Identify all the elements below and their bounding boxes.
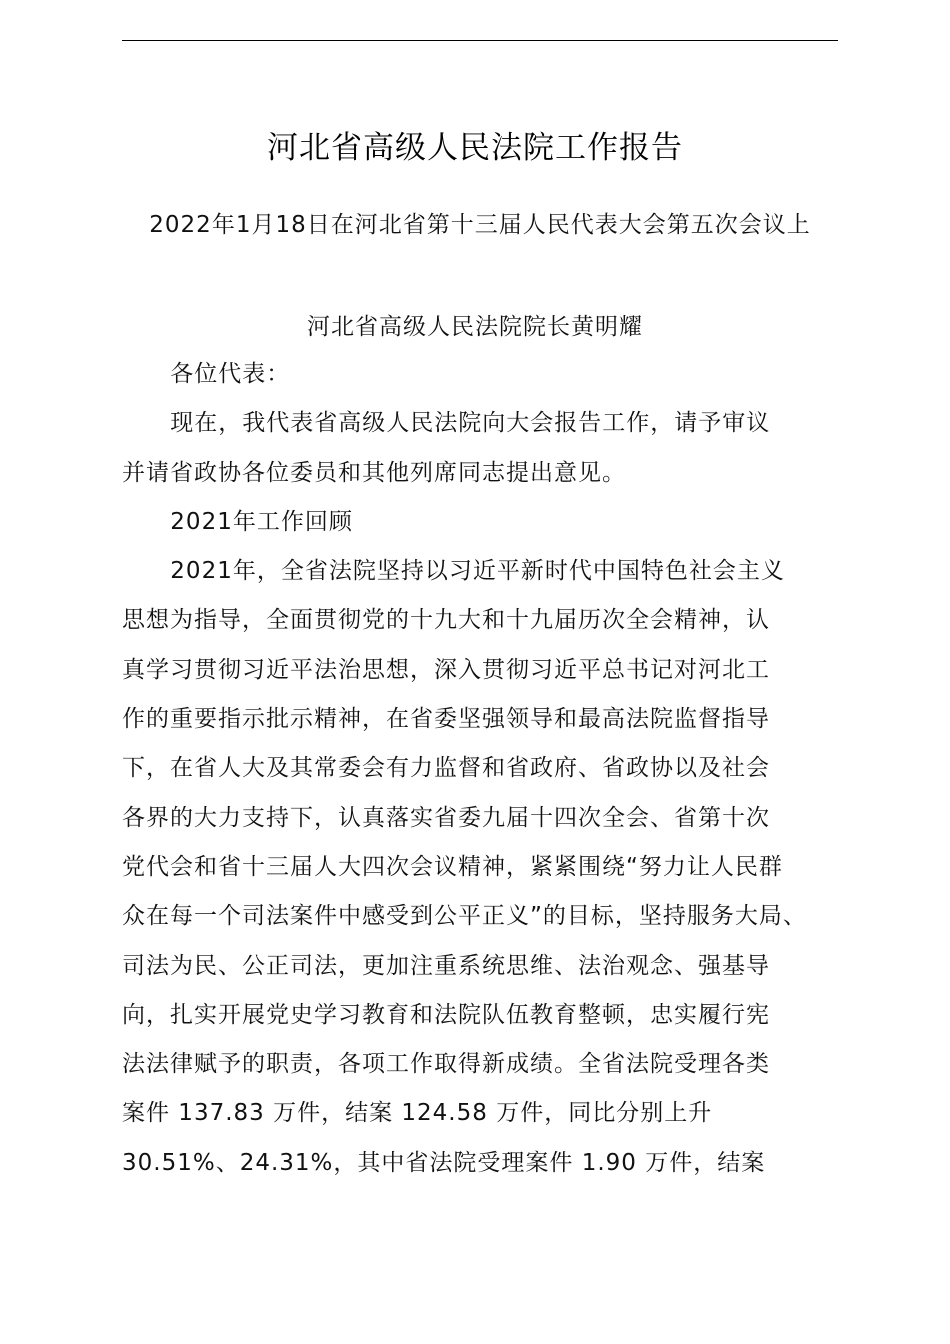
paragraph-line: 党代会和省十三届人大四次会议精神，紧紧围绕“努力让人民群 [122,853,783,880]
paragraph-line: 案件 137.83 万件，结案 124.58 万件，同比分别上升 [122,1100,713,1127]
document-subtitle: 2022年1月18日在河北省第十三届人民代表大会第五次会议上 [149,212,811,238]
document-title: 河北省高级人民法院工作报告 [267,130,683,166]
paragraph-line: 2021年，全省法院坚持以习近平新时代中国特色社会主义 [170,558,785,585]
paragraph-line: 现在，我代表省高级人民法院向大会报告工作，请予审议 [170,410,771,437]
document-author: 河北省高级人民法院院长黄明耀 [307,314,643,340]
header-rule [122,40,838,41]
section-heading: 2021年工作回顾 [170,508,353,535]
paragraph-line: 下，在省人大及其常委会有力监督和省政府、省政协以及社会 [122,755,770,782]
salutation: 各位代表： [170,361,291,387]
paragraph-line: 法法律赋予的职责，各项工作取得新成绩。全省法院受理各类 [122,1051,770,1078]
paragraph-line: 作的重要指示批示精神，在省委坚强领导和最高法院监督指导 [122,706,770,733]
paragraph-line: 并请省政协各位委员和其他列席同志提出意见。 [122,459,626,486]
paragraph-line: 思想为指导，全面贯彻党的十九大和十九届历次全会精神，认 [122,607,770,634]
paragraph-line: 30.51%、24.31%，其中省法院受理案件 1.90 万件，结案 [122,1149,766,1176]
document-body [122,350,838,1188]
paragraph-line: 众在每一个司法案件中感受到公平正义”的目标，坚持服务大局、 [122,903,807,930]
paragraph-line: 司法为民、公正司法，更加注重系统思维、法治观念、强基导 [122,952,770,979]
paragraph-line: 各界的大力支持下，认真落实省委九届十四次全会、省第十次 [122,804,770,831]
paragraph-line: 真学习贯彻习近平法治思想，深入贯彻习近平总书记对河北工 [122,656,770,683]
paragraph-line: 向，扎实开展党史学习教育和法院队伍教育整顿，忠实履行宪 [122,1001,770,1028]
